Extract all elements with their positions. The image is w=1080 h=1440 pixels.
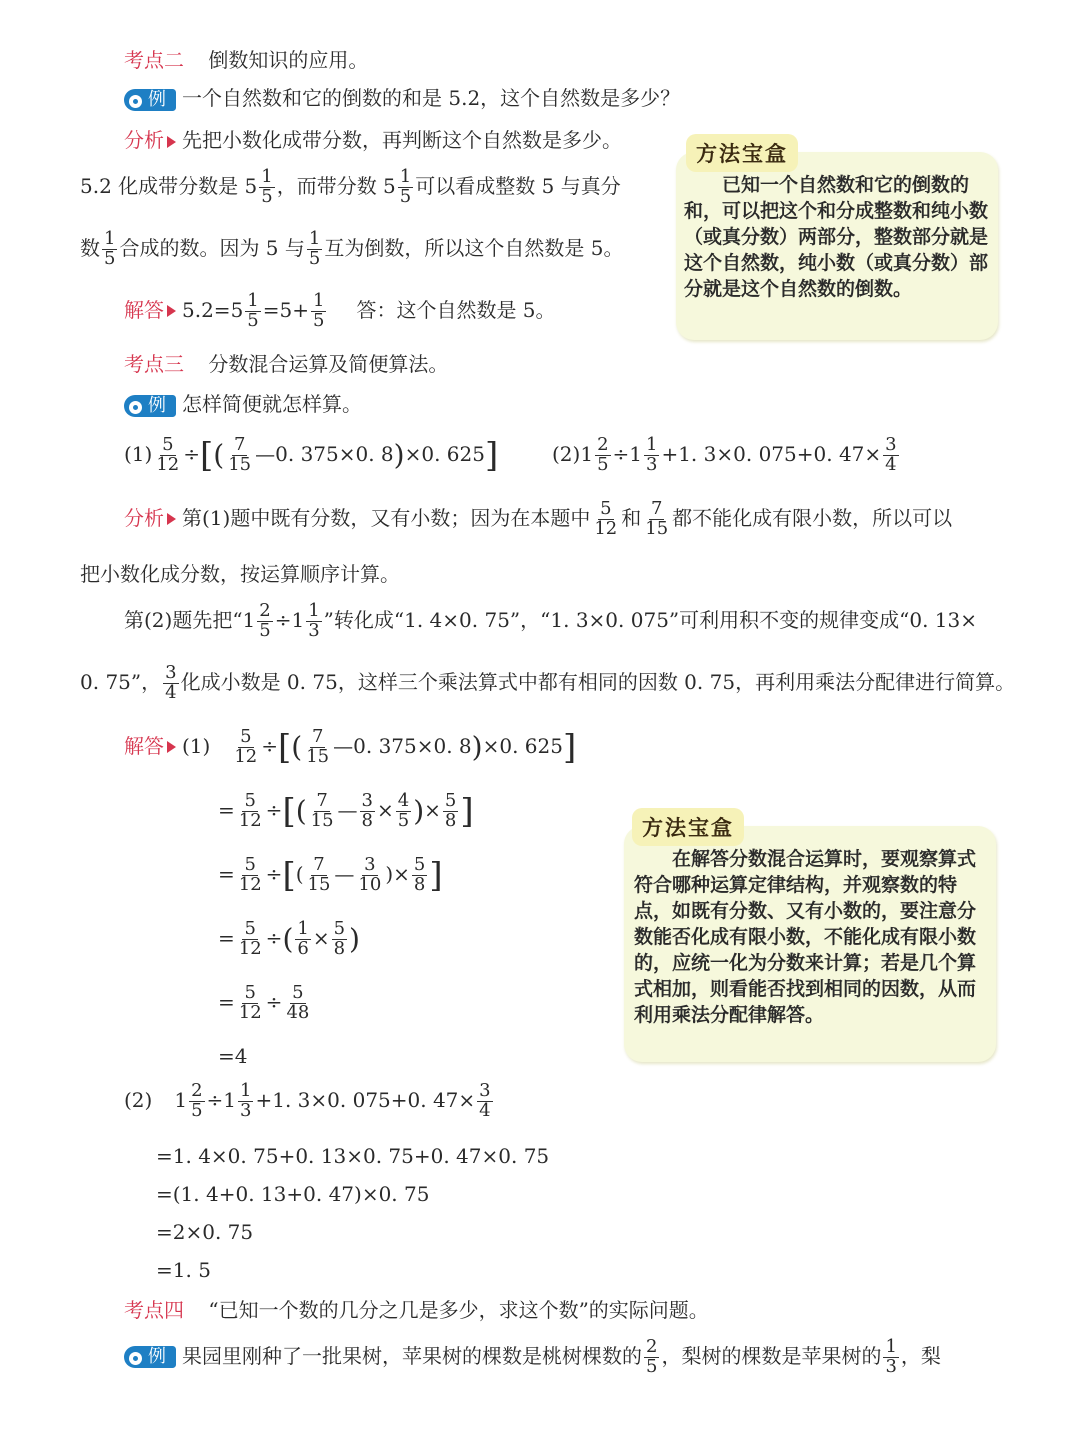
fraction [477, 1082, 492, 1121]
operator: ÷ [265, 925, 283, 950]
denominator: 12 [238, 1001, 262, 1023]
denominator: 4 [479, 1099, 491, 1121]
analysis-label: 分析 [124, 128, 164, 152]
fraction [644, 1338, 659, 1377]
equation: 5.2=5 [182, 297, 244, 322]
denominator: 3 [308, 619, 320, 641]
section-3-heading [124, 354, 448, 374]
equation: =5+ [262, 297, 309, 322]
solution-1-line-3: = $\frac{5}{12}$ ÷( $\frac{1}{6}$ × $\frac{5}{8}$ ) [218, 918, 360, 959]
numerator: 7 [650, 498, 663, 519]
solution-2-line-4: =1. 5 [156, 1258, 211, 1282]
numerator: 7 [313, 854, 325, 875]
problem-number: (2) [124, 1087, 153, 1112]
operator: × [312, 925, 330, 950]
problem-number: (1) [182, 733, 211, 758]
example-3 [124, 1338, 941, 1377]
solution-1-line-0: 解答 (1) $\frac{5}{12}$ ÷[( $\frac{7}{15}$ —0. 375×0. 8)×0. 625] [124, 726, 577, 768]
text: 互为倒数，所以这个自然数是 5。 [324, 235, 624, 260]
fraction [259, 168, 274, 207]
denominator: 48 [286, 1001, 310, 1023]
denominator: 8 [361, 809, 373, 831]
answer-text: 答：这个自然数是 5。 [356, 297, 556, 322]
text: 0. 75”， [80, 669, 162, 694]
fraction [306, 856, 333, 895]
numerator: 1 [399, 166, 412, 187]
problem-2 [552, 436, 901, 475]
expression: 1 [174, 1087, 188, 1112]
numerator: 1 [313, 290, 325, 311]
analysis-2-line-1 [124, 500, 952, 539]
numerator: 2 [646, 1336, 658, 1357]
denominator: 12 [238, 937, 262, 959]
numerator: 1 [646, 434, 658, 455]
problem-1: (1) $\frac{5}{12}$ ÷[( $\frac{7}{15}$ —0. 375×0. 8)×0. 625] [124, 434, 499, 476]
denominator: 12 [238, 809, 262, 831]
denominator: 5 [247, 309, 259, 331]
solution-1-line-2: = $\frac{5}{12}$ ÷[( $\frac{7}{15}$ — $\frac{3}{10}$ )× $\frac{5}{8}$ ] [218, 854, 443, 896]
denominator: 10 [358, 873, 382, 895]
analysis-1-line-3 [80, 230, 623, 269]
fraction [360, 792, 375, 831]
fraction [398, 168, 413, 207]
operator: = [218, 797, 235, 822]
fraction [237, 920, 264, 959]
numerator: 4 [397, 790, 410, 811]
operator: ÷ [261, 733, 279, 758]
arrow-icon [167, 136, 176, 148]
fraction [306, 602, 321, 641]
expression: ÷1 [206, 1087, 237, 1112]
fraction [154, 436, 181, 475]
method-box-2 [624, 826, 996, 1062]
solution-2-line-0 [124, 1082, 495, 1121]
numerator: 5 [240, 726, 252, 747]
numerator: 5 [333, 918, 346, 939]
denominator: 8 [413, 873, 426, 895]
example-badge: 例 [124, 395, 176, 417]
numerator: 1 [104, 228, 116, 249]
analysis-2-line-4 [80, 664, 1015, 703]
method-box-text: 在解答分数混合运算时，要观察算式符合哪种运算定律结构，并观察数的特点，如既有分数、又有小数的，要注意分数能否化成有限小数，不能化成有限小数的，应统一化为分数来计算；若是几个算式相加，则看能否找到相同的因数，从而利用乘法分配律解答。 [634, 848, 977, 1026]
text: 第(2)题先把“1 [124, 607, 256, 632]
numerator: 5 [600, 498, 612, 519]
operator: × [377, 797, 394, 822]
section-label: 考点三 [124, 352, 184, 376]
answer-label: 解答 [124, 297, 164, 322]
fraction [311, 292, 326, 331]
fraction [304, 728, 331, 767]
fraction [226, 436, 253, 475]
analysis-2-line-3 [124, 602, 977, 641]
fraction [237, 856, 264, 895]
fraction [595, 436, 610, 475]
analysis-1-line-1 [124, 130, 622, 150]
denominator: 5 [191, 1099, 203, 1121]
expression: +1. 3×0. 075+0. 47× [661, 441, 882, 466]
numerator: 2 [597, 434, 609, 455]
operator: = [218, 989, 235, 1014]
operator: = [218, 861, 235, 886]
denominator: 15 [645, 517, 669, 539]
denominator: 8 [444, 809, 457, 831]
text: ”转化成“1. 4×0. 75”，“1. 3×0. 075”可利用积不变的规律变成“0. 13× [323, 607, 978, 632]
example-badge: 例 [124, 89, 176, 111]
numerator: 5 [244, 790, 256, 811]
solution-2-line-1: =1. 4×0. 75+0. 13×0. 75+0. 47×0. 75 [156, 1144, 550, 1168]
example-text: 果园里刚种了一批果树，苹果树的棵数是桃树棵数的 [182, 1343, 642, 1368]
fraction [295, 920, 310, 959]
text: 第(1)题中既有分数，又有小数；因为在本题中 [182, 505, 591, 530]
denominator: 15 [307, 873, 331, 895]
fraction [644, 436, 659, 475]
example-2 [124, 394, 362, 417]
example-1 [124, 88, 680, 111]
expression: ×0. 625 [404, 441, 485, 466]
analysis-2-line-2: 把小数化成分数，按运算顺序计算。 [80, 562, 400, 586]
denominator: 5 [397, 809, 410, 831]
expression: —0. 375×0. 8 [333, 733, 472, 758]
fraction [883, 436, 898, 475]
text: 化成小数是 0. 75，这样三个乘法算式中都有相同的因数 0. 75，再利用乘法分配律进行简算。 [180, 669, 1016, 694]
problem-number: (2)1 [552, 441, 594, 466]
numerator: 2 [191, 1080, 203, 1101]
numerator: 7 [233, 434, 246, 455]
fraction [332, 920, 347, 959]
operator: — [334, 861, 355, 886]
fraction [237, 792, 264, 831]
fraction [284, 984, 311, 1023]
method-box-1 [676, 152, 998, 340]
answer-1 [124, 292, 556, 331]
denominator: 5 [308, 247, 321, 269]
answer-label: 解答 [124, 733, 164, 758]
expression: ÷1 [612, 441, 642, 466]
numerator: 2 [259, 600, 271, 621]
analysis-label: 分析 [124, 505, 164, 530]
arrow-icon [167, 741, 176, 753]
numerator: 3 [364, 854, 376, 875]
numerator: 5 [162, 434, 174, 455]
section-2-heading [124, 50, 368, 70]
numerator: 1 [308, 600, 320, 621]
example-text: 一个自然数和它的倒数的和是 5.2，这个自然数是多少？ [182, 86, 681, 110]
denominator: 15 [228, 453, 252, 475]
arrow-icon [167, 513, 176, 525]
method-box-title: 方法宝盒 [686, 134, 798, 172]
numerator: 5 [292, 982, 304, 1003]
section-label: 考点四 [124, 1298, 184, 1322]
numerator: 5 [244, 918, 256, 939]
numerator: 1 [885, 1336, 897, 1357]
denominator: 15 [306, 745, 330, 767]
fraction [396, 792, 411, 831]
fraction [307, 230, 322, 269]
numerator: 3 [885, 434, 897, 455]
operator: ÷ [265, 797, 283, 822]
method-box-text: 已知一个自然数和它的倒数的和，可以把这个和分成整数和纯小数（或真分数）两部分，整数部分就是这个自然数，纯小数（或真分数）部分就是这个自然数的倒数。 [684, 174, 989, 300]
denominator: 5 [597, 453, 609, 475]
numerator: 1 [297, 918, 309, 939]
fraction [356, 856, 383, 895]
denominator: 4 [165, 681, 177, 703]
expression: —0. 375×0. 8 [255, 441, 394, 466]
numerator: 1 [261, 166, 273, 187]
operator: — [337, 797, 358, 822]
text: 数 [80, 235, 100, 260]
operator: ÷ [265, 989, 283, 1014]
denominator: 15 [310, 809, 334, 831]
text: ÷1 [274, 607, 305, 632]
denominator: 5 [259, 619, 271, 641]
text: 都不能化成有限小数，所以可以 [672, 505, 953, 530]
analysis-text: 先把小数化成带分数，再判断这个自然数是多少。 [182, 128, 622, 152]
expression: +1. 3×0. 075+0. 47× [255, 1087, 476, 1112]
solution-2-line-3: =2×0. 75 [156, 1220, 254, 1244]
text: 5.2 化成带分数是 5 [80, 173, 258, 198]
denominator: 3 [885, 1355, 897, 1377]
solution-1-line-4 [218, 984, 313, 1023]
section-title: 分数混合运算及简便算法。 [208, 352, 449, 376]
fraction [412, 856, 427, 895]
method-box-title: 方法宝盒 [632, 808, 744, 846]
expression: ×0. 625 [482, 733, 563, 758]
analysis-1-line-2 [80, 168, 621, 207]
denominator: 3 [646, 453, 658, 475]
denominator: 3 [240, 1099, 252, 1121]
section-label: 考点二 [124, 48, 184, 72]
numerator: 5 [413, 854, 426, 875]
section-4-heading [124, 1300, 709, 1320]
fraction [592, 500, 619, 539]
denominator: 12 [238, 873, 262, 895]
text: 合成的数。因为 5 与 [119, 235, 305, 260]
solution-1-result: =4 [218, 1044, 248, 1068]
text: 可以看成整数 5 与真分 [415, 173, 621, 198]
fraction [163, 664, 178, 703]
numerator: 3 [165, 662, 177, 683]
numerator: 7 [311, 726, 324, 747]
denominator: 5 [261, 185, 273, 207]
denominator: 12 [156, 453, 180, 475]
fraction [102, 230, 117, 269]
fraction [443, 792, 458, 831]
section-title: 倒数知识的应用。 [208, 48, 369, 72]
text: ，而带分数 5 [276, 173, 396, 198]
numerator: 5 [444, 790, 457, 811]
solution-2-line-2: =(1. 4+0. 13+0. 47)×0. 75 [156, 1182, 430, 1206]
fraction [237, 984, 264, 1023]
numerator: 1 [240, 1080, 252, 1101]
section-title: “已知一个数的几分之几是多少，求这个数”的实际问题。 [208, 1298, 709, 1322]
fraction [643, 500, 670, 539]
example-text: 怎样简便就怎样算。 [182, 392, 362, 416]
operator: = [218, 925, 235, 950]
denominator: 5 [104, 247, 116, 269]
denominator: 4 [885, 453, 897, 475]
denominator: 5 [646, 1355, 658, 1377]
denominator: 12 [234, 745, 258, 767]
numerator: 3 [479, 1080, 491, 1101]
fraction [238, 1082, 253, 1121]
example-text: ，梨树的棵数是苹果树的 [661, 1343, 882, 1368]
denominator: 5 [399, 185, 412, 207]
numerator: 5 [244, 982, 256, 1003]
fraction [309, 792, 336, 831]
denominator: 8 [333, 937, 346, 959]
denominator: 5 [313, 309, 325, 331]
numerator: 7 [316, 790, 328, 811]
text: 和 [621, 505, 642, 530]
fraction [245, 292, 260, 331]
denominator: 12 [594, 517, 618, 539]
numerator: 3 [361, 790, 373, 811]
fraction [189, 1082, 204, 1121]
example-badge: 例 [124, 1346, 176, 1368]
arrow-icon [167, 305, 176, 317]
numerator: 1 [247, 290, 259, 311]
problem-number: (1) [124, 441, 153, 466]
example-text: ，梨 [900, 1343, 941, 1368]
solution-1-line-1: = $\frac{5}{12}$ ÷[( $\frac{7}{15}$ — $\frac{3}{8}$ × $\frac{4}{5}$ )× $\frac{5}{8}$ ] [218, 790, 474, 832]
numerator: 1 [308, 228, 321, 249]
denominator: 6 [297, 937, 309, 959]
fraction [232, 728, 259, 767]
fraction [883, 1338, 898, 1377]
numerator: 5 [244, 854, 256, 875]
operator: × [393, 861, 410, 886]
operator: × [424, 797, 441, 822]
fraction [257, 602, 272, 641]
operator: ÷ [265, 861, 283, 886]
